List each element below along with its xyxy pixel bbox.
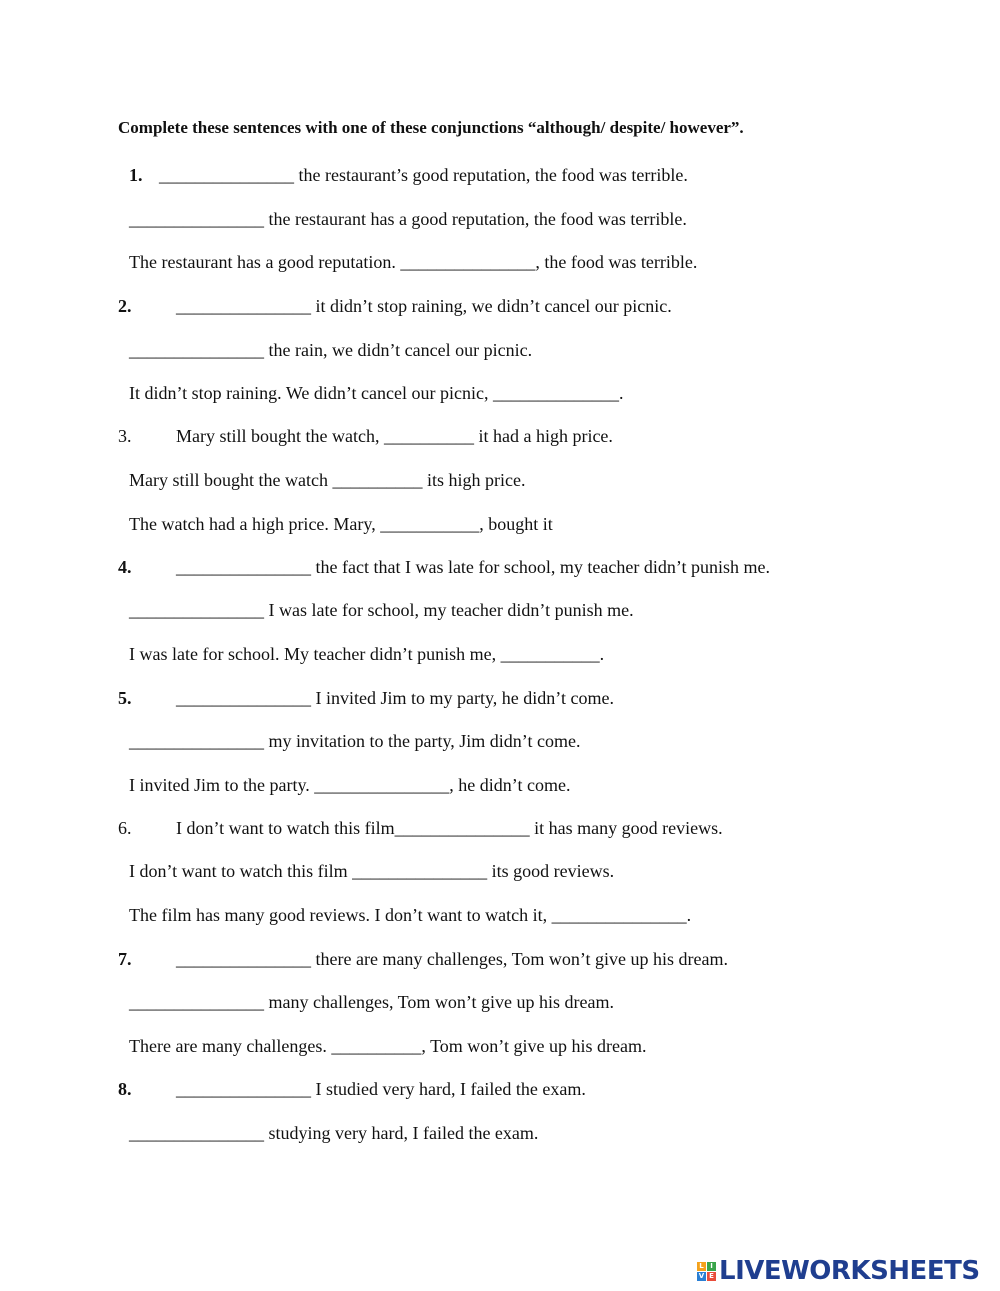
liveworksheets-logo[interactable] xyxy=(697,1256,980,1286)
exercise-line: There are many challenges. __________, Tom won’t give up his dream. xyxy=(129,1036,647,1056)
exercise-number: 3. xyxy=(118,426,132,446)
exercise-number: 4. xyxy=(118,557,132,577)
exercise-line: I invited Jim to the party. _______________, he didn’t come. xyxy=(129,775,571,795)
exercise-line: The restaurant has a good reputation. _______________, the food was terrible. xyxy=(129,252,698,272)
exercise-number: 5. xyxy=(118,688,132,708)
exercise-number: 7. xyxy=(118,949,132,969)
exercise-line: _______________ I invited Jim to my party, he didn’t come. xyxy=(176,688,614,708)
instruction-text: Complete these sentences with one of these conjunctions “although/ despite/ however”. xyxy=(118,118,744,137)
exercise-line: _______________ the restaurant’s good reputation, the food was terrible. xyxy=(159,165,688,185)
exercise-line: I was late for school. My teacher didn’t punish me, ___________. xyxy=(129,644,605,664)
exercise-number: 6. xyxy=(118,818,132,838)
exercise-line: _______________ many challenges, Tom won’t give up his dream. xyxy=(129,992,615,1012)
exercise-line: The film has many good reviews. I don’t want to watch it, _______________. xyxy=(129,905,692,925)
exercise-line: _______________ it didn’t stop raining, we didn’t cancel our picnic. xyxy=(176,296,672,316)
exercise-line: I don’t want to watch this film_______________ it has many good reviews. xyxy=(176,818,723,838)
exercise-line: I don’t want to watch this film _______________ its good reviews. xyxy=(129,861,615,881)
logo-mark-tile: V xyxy=(698,1271,705,1280)
exercise-line: _______________ my invitation to the party, Jim didn’t come. xyxy=(129,731,581,751)
exercise-line: _______________ I studied very hard, I failed the exam. xyxy=(176,1079,586,1099)
exercise-line: It didn’t stop raining. We didn’t cancel our picnic, ______________. xyxy=(129,383,624,403)
logo-mark-tile: L xyxy=(697,1262,706,1271)
logo-mark-icon xyxy=(697,1262,716,1281)
logo-mark-tile: E xyxy=(707,1272,716,1281)
exercise-number: 1. xyxy=(129,165,143,185)
exercise-line: Mary still bought the watch __________ its high price. xyxy=(129,470,526,490)
logo-text: LIVEWORKSHEETS xyxy=(719,1256,980,1286)
exercise-line: _______________ there are many challenges, Tom won’t give up his dream. xyxy=(176,949,728,969)
exercise-number: 2. xyxy=(118,296,132,316)
exercise-line: _______________ studying very hard, I failed the exam. xyxy=(129,1123,539,1143)
exercise-line: Mary still bought the watch, __________ it had a high price. xyxy=(176,426,613,446)
logo-mark-tile: I xyxy=(707,1262,716,1271)
exercise-line: The watch had a high price. Mary, ___________, bought it xyxy=(129,514,553,534)
exercise-line: _______________ the fact that I was late for school, my teacher didn’t punish me. xyxy=(176,557,771,577)
exercise-number: 8. xyxy=(118,1079,132,1099)
exercise-line: _______________ I was late for school, my teacher didn’t punish me. xyxy=(129,600,634,620)
exercise-line: _______________ the restaurant has a good reputation, the food was terrible. xyxy=(129,209,687,229)
exercise-line: _______________ the rain, we didn’t cancel our picnic. xyxy=(129,340,533,360)
